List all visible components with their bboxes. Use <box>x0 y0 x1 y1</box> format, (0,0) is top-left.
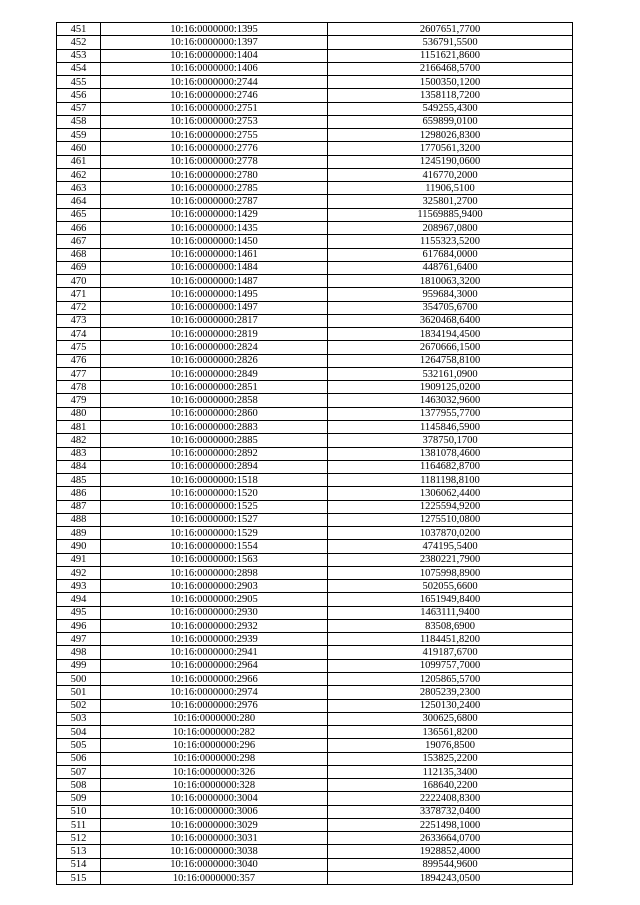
area-value-cell: 1099757,7000 <box>328 659 573 672</box>
cadastral-number-cell: 10:16:0000000:1495 <box>101 288 328 301</box>
cadastral-number-cell: 10:16:0000000:1461 <box>101 248 328 261</box>
cadastral-number-cell: 10:16:0000000:2851 <box>101 381 328 394</box>
table-row <box>57 168 573 181</box>
row-number-cell: 452 <box>57 36 101 49</box>
area-value-cell: 153825,2200 <box>328 752 573 765</box>
cadastral-number-cell: 10:16:0000000:3006 <box>101 805 328 818</box>
table-row <box>57 49 573 62</box>
table-row <box>57 805 573 818</box>
area-value-cell: 83508,6900 <box>328 619 573 632</box>
cadastral-number-cell: 10:16:0000000:2964 <box>101 659 328 672</box>
area-value-cell: 208967,0800 <box>328 221 573 234</box>
table-row <box>57 288 573 301</box>
cadastral-number-cell: 10:16:0000000:2974 <box>101 686 328 699</box>
area-value-cell: 1894243,0500 <box>328 872 573 885</box>
area-value-cell: 1181198,8100 <box>328 474 573 487</box>
area-value-cell: 1381078,4600 <box>328 447 573 460</box>
table-row <box>57 420 573 433</box>
row-number-cell: 467 <box>57 235 101 248</box>
area-value-cell: 416770,2000 <box>328 168 573 181</box>
cadastral-number-cell: 10:16:0000000:1563 <box>101 553 328 566</box>
table-row <box>57 553 573 566</box>
row-number-cell: 488 <box>57 513 101 526</box>
cadastral-number-cell: 10:16:0000000:3004 <box>101 792 328 805</box>
cadastral-number-cell: 10:16:0000000:357 <box>101 872 328 885</box>
table-row <box>57 500 573 513</box>
table-row <box>57 301 573 314</box>
table-row <box>57 673 573 686</box>
cadastral-number-cell: 10:16:0000000:2778 <box>101 155 328 168</box>
table-row <box>57 765 573 778</box>
table-row <box>57 858 573 871</box>
table-row <box>57 540 573 553</box>
area-value-cell: 168640,2200 <box>328 779 573 792</box>
cadastral-number-cell: 10:16:0000000:2858 <box>101 394 328 407</box>
cadastral-number-cell: 10:16:0000000:2746 <box>101 89 328 102</box>
table-row <box>57 818 573 831</box>
table-row <box>57 633 573 646</box>
row-number-cell: 513 <box>57 845 101 858</box>
area-value-cell: 1928852,4000 <box>328 845 573 858</box>
row-number-cell: 486 <box>57 487 101 500</box>
cadastral-number-cell: 10:16:0000000:2744 <box>101 76 328 89</box>
area-value-cell: 1909125,0200 <box>328 381 573 394</box>
table-row <box>57 566 573 579</box>
row-number-cell: 453 <box>57 49 101 62</box>
table-row <box>57 593 573 606</box>
area-value-cell: 1225594,9200 <box>328 500 573 513</box>
area-value-cell: 474195,5400 <box>328 540 573 553</box>
table-row <box>57 221 573 234</box>
table-row <box>57 580 573 593</box>
cadastral-number-cell: 10:16:0000000:2905 <box>101 593 328 606</box>
cadastral-number-cell: 10:16:0000000:2817 <box>101 314 328 327</box>
cadastral-number-cell: 10:16:0000000:1518 <box>101 474 328 487</box>
area-value-cell: 2380221,7900 <box>328 553 573 566</box>
table-row <box>57 248 573 261</box>
row-number-cell: 514 <box>57 858 101 871</box>
row-number-cell: 491 <box>57 553 101 566</box>
row-number-cell: 481 <box>57 420 101 433</box>
area-value-cell: 1463032,9600 <box>328 394 573 407</box>
row-number-cell: 495 <box>57 606 101 619</box>
cadastral-number-cell: 10:16:0000000:1520 <box>101 487 328 500</box>
cadastral-number-cell: 10:16:0000000:3040 <box>101 858 328 871</box>
table-row <box>57 76 573 89</box>
area-value-cell: 1245190,0600 <box>328 155 573 168</box>
area-value-cell: 2633664,0700 <box>328 832 573 845</box>
area-value-cell: 617684,0000 <box>328 248 573 261</box>
row-number-cell: 505 <box>57 739 101 752</box>
cadastral-number-cell: 10:16:0000000:1450 <box>101 235 328 248</box>
cadastral-number-cell: 10:16:0000000:1435 <box>101 221 328 234</box>
table-row <box>57 341 573 354</box>
area-value-cell: 2805239,2300 <box>328 686 573 699</box>
table-row <box>57 235 573 248</box>
area-value-cell: 1651949,8400 <box>328 593 573 606</box>
row-number-cell: 483 <box>57 447 101 460</box>
table-row <box>57 328 573 341</box>
row-number-cell: 473 <box>57 314 101 327</box>
cadastral-number-cell: 10:16:0000000:2976 <box>101 699 328 712</box>
area-value-cell: 11569885,9400 <box>328 208 573 221</box>
table-row <box>57 407 573 420</box>
table-row <box>57 739 573 752</box>
area-value-cell: 1463111,9400 <box>328 606 573 619</box>
area-value-cell: 1500350,1200 <box>328 76 573 89</box>
table-row <box>57 394 573 407</box>
cadastral-number-cell: 10:16:0000000:2849 <box>101 367 328 380</box>
row-number-cell: 504 <box>57 726 101 739</box>
row-number-cell: 506 <box>57 752 101 765</box>
table-row <box>57 460 573 473</box>
row-number-cell: 497 <box>57 633 101 646</box>
cadastral-number-cell: 10:16:0000000:2819 <box>101 328 328 341</box>
table-row <box>57 182 573 195</box>
area-value-cell: 1264758,8100 <box>328 354 573 367</box>
table-row <box>57 845 573 858</box>
area-value-cell: 1155323,5200 <box>328 235 573 248</box>
table-row <box>57 792 573 805</box>
area-value-cell: 1205865,5700 <box>328 673 573 686</box>
row-number-cell: 499 <box>57 659 101 672</box>
cadastral-number-cell: 10:16:0000000:2894 <box>101 460 328 473</box>
cadastral-number-cell: 10:16:0000000:326 <box>101 765 328 778</box>
area-value-cell: 3620468,6400 <box>328 314 573 327</box>
cadastral-number-cell: 10:16:0000000:2966 <box>101 673 328 686</box>
cadastral-number-cell: 10:16:0000000:2941 <box>101 646 328 659</box>
area-value-cell: 1298026,8300 <box>328 129 573 142</box>
cadastral-number-cell: 10:16:0000000:2824 <box>101 341 328 354</box>
row-number-cell: 480 <box>57 407 101 420</box>
row-number-cell: 463 <box>57 182 101 195</box>
area-value-cell: 1164682,8700 <box>328 460 573 473</box>
table-row <box>57 487 573 500</box>
row-number-cell: 468 <box>57 248 101 261</box>
table-row <box>57 142 573 155</box>
cadastral-number-cell: 10:16:0000000:2885 <box>101 434 328 447</box>
row-number-cell: 482 <box>57 434 101 447</box>
table-row <box>57 513 573 526</box>
table-row <box>57 434 573 447</box>
area-value-cell: 112135,3400 <box>328 765 573 778</box>
row-number-cell: 502 <box>57 699 101 712</box>
table-row <box>57 712 573 725</box>
row-number-cell: 493 <box>57 580 101 593</box>
area-value-cell: 354705,6700 <box>328 301 573 314</box>
area-value-cell: 1151621,8600 <box>328 49 573 62</box>
area-value-cell: 1037870,0200 <box>328 527 573 540</box>
cadastral-number-cell: 10:16:0000000:1484 <box>101 261 328 274</box>
table-row <box>57 354 573 367</box>
row-number-cell: 503 <box>57 712 101 725</box>
table-body <box>57 23 573 885</box>
cadastral-number-cell: 10:16:0000000:1406 <box>101 62 328 75</box>
table-row <box>57 195 573 208</box>
cadastral-area-table <box>56 22 573 885</box>
row-number-cell: 461 <box>57 155 101 168</box>
cadastral-number-cell: 10:16:0000000:1487 <box>101 275 328 288</box>
row-number-cell: 457 <box>57 102 101 115</box>
area-value-cell: 448761,6400 <box>328 261 573 274</box>
table-row <box>57 102 573 115</box>
cadastral-number-cell: 10:16:0000000:1525 <box>101 500 328 513</box>
cadastral-number-cell: 10:16:0000000:1429 <box>101 208 328 221</box>
row-number-cell: 477 <box>57 367 101 380</box>
area-value-cell: 2607651,7700 <box>328 23 573 36</box>
row-number-cell: 515 <box>57 872 101 885</box>
row-number-cell: 464 <box>57 195 101 208</box>
row-number-cell: 466 <box>57 221 101 234</box>
cadastral-number-cell: 10:16:0000000:3031 <box>101 832 328 845</box>
row-number-cell: 510 <box>57 805 101 818</box>
area-value-cell: 532161,0900 <box>328 367 573 380</box>
table-row <box>57 779 573 792</box>
table-row <box>57 726 573 739</box>
cadastral-number-cell: 10:16:0000000:2787 <box>101 195 328 208</box>
table-row <box>57 261 573 274</box>
area-value-cell: 325801,2700 <box>328 195 573 208</box>
table-row <box>57 367 573 380</box>
row-number-cell: 459 <box>57 129 101 142</box>
area-value-cell: 2166468,5700 <box>328 62 573 75</box>
row-number-cell: 511 <box>57 818 101 831</box>
row-number-cell: 498 <box>57 646 101 659</box>
cadastral-number-cell: 10:16:0000000:280 <box>101 712 328 725</box>
area-value-cell: 1075998,8900 <box>328 566 573 579</box>
row-number-cell: 451 <box>57 23 101 36</box>
cadastral-number-cell: 10:16:0000000:2780 <box>101 168 328 181</box>
table-row <box>57 23 573 36</box>
row-number-cell: 478 <box>57 381 101 394</box>
cadastral-number-cell: 10:16:0000000:2883 <box>101 420 328 433</box>
row-number-cell: 476 <box>57 354 101 367</box>
cadastral-number-cell: 10:16:0000000:1554 <box>101 540 328 553</box>
cadastral-number-cell: 10:16:0000000:2776 <box>101 142 328 155</box>
table-row <box>57 115 573 128</box>
area-value-cell: 1770561,3200 <box>328 142 573 155</box>
table-row <box>57 275 573 288</box>
cadastral-number-cell: 10:16:0000000:2939 <box>101 633 328 646</box>
area-value-cell: 2222408,8300 <box>328 792 573 805</box>
row-number-cell: 465 <box>57 208 101 221</box>
row-number-cell: 484 <box>57 460 101 473</box>
row-number-cell: 456 <box>57 89 101 102</box>
cadastral-number-cell: 10:16:0000000:2751 <box>101 102 328 115</box>
row-number-cell: 512 <box>57 832 101 845</box>
cadastral-number-cell: 10:16:0000000:1497 <box>101 301 328 314</box>
area-value-cell: 1145846,5900 <box>328 420 573 433</box>
cadastral-number-cell: 10:16:0000000:3029 <box>101 818 328 831</box>
cadastral-number-cell: 10:16:0000000:1404 <box>101 49 328 62</box>
cadastral-number-cell: 10:16:0000000:3038 <box>101 845 328 858</box>
table-row <box>57 62 573 75</box>
table-row <box>57 752 573 765</box>
cadastral-number-cell: 10:16:0000000:298 <box>101 752 328 765</box>
row-number-cell: 474 <box>57 328 101 341</box>
area-value-cell: 502055,6600 <box>328 580 573 593</box>
cadastral-number-cell: 10:16:0000000:2930 <box>101 606 328 619</box>
table-row <box>57 659 573 672</box>
table-row <box>57 36 573 49</box>
cadastral-number-cell: 10:16:0000000:2892 <box>101 447 328 460</box>
cadastral-number-cell: 10:16:0000000:2755 <box>101 129 328 142</box>
row-number-cell: 460 <box>57 142 101 155</box>
cadastral-number-cell: 10:16:0000000:2860 <box>101 407 328 420</box>
area-value-cell: 659899,0100 <box>328 115 573 128</box>
area-value-cell: 899544,9600 <box>328 858 573 871</box>
table-row <box>57 447 573 460</box>
row-number-cell: 455 <box>57 76 101 89</box>
row-number-cell: 471 <box>57 288 101 301</box>
row-number-cell: 472 <box>57 301 101 314</box>
cadastral-number-cell: 10:16:0000000:2826 <box>101 354 328 367</box>
area-value-cell: 536791,5500 <box>328 36 573 49</box>
cadastral-number-cell: 10:16:0000000:2903 <box>101 580 328 593</box>
table-row <box>57 129 573 142</box>
cadastral-number-cell: 10:16:0000000:2785 <box>101 182 328 195</box>
cadastral-number-cell: 10:16:0000000:296 <box>101 739 328 752</box>
table-row <box>57 872 573 885</box>
area-value-cell: 1377955,7700 <box>328 407 573 420</box>
table-row <box>57 699 573 712</box>
row-number-cell: 485 <box>57 474 101 487</box>
row-number-cell: 509 <box>57 792 101 805</box>
cadastral-number-cell: 10:16:0000000:2898 <box>101 566 328 579</box>
table-row <box>57 314 573 327</box>
area-value-cell: 1358118,7200 <box>328 89 573 102</box>
table-row <box>57 619 573 632</box>
cadastral-number-cell: 10:16:0000000:2753 <box>101 115 328 128</box>
cadastral-number-cell: 10:16:0000000:1527 <box>101 513 328 526</box>
row-number-cell: 454 <box>57 62 101 75</box>
row-number-cell: 496 <box>57 619 101 632</box>
area-value-cell: 19076,8500 <box>328 739 573 752</box>
table-row <box>57 381 573 394</box>
table-row <box>57 646 573 659</box>
area-value-cell: 1834194,4500 <box>328 328 573 341</box>
row-number-cell: 490 <box>57 540 101 553</box>
row-number-cell: 458 <box>57 115 101 128</box>
area-value-cell: 300625,6800 <box>328 712 573 725</box>
area-value-cell: 419187,6700 <box>328 646 573 659</box>
row-number-cell: 508 <box>57 779 101 792</box>
row-number-cell: 500 <box>57 673 101 686</box>
table-row <box>57 527 573 540</box>
area-value-cell: 1810063,3200 <box>328 275 573 288</box>
area-value-cell: 2251498,1000 <box>328 818 573 831</box>
table-row <box>57 208 573 221</box>
row-number-cell: 494 <box>57 593 101 606</box>
area-value-cell: 11906,5100 <box>328 182 573 195</box>
row-number-cell: 492 <box>57 566 101 579</box>
cadastral-number-cell: 10:16:0000000:328 <box>101 779 328 792</box>
table-row <box>57 474 573 487</box>
area-value-cell: 3378732,0400 <box>328 805 573 818</box>
row-number-cell: 475 <box>57 341 101 354</box>
area-value-cell: 378750,1700 <box>328 434 573 447</box>
row-number-cell: 469 <box>57 261 101 274</box>
row-number-cell: 507 <box>57 765 101 778</box>
area-value-cell: 1306062,4400 <box>328 487 573 500</box>
table-row <box>57 686 573 699</box>
row-number-cell: 479 <box>57 394 101 407</box>
table-row <box>57 155 573 168</box>
cadastral-number-cell: 10:16:0000000:1397 <box>101 36 328 49</box>
area-value-cell: 2670666,1500 <box>328 341 573 354</box>
row-number-cell: 489 <box>57 527 101 540</box>
area-value-cell: 959684,3000 <box>328 288 573 301</box>
area-value-cell: 1250130,2400 <box>328 699 573 712</box>
cadastral-number-cell: 10:16:0000000:2932 <box>101 619 328 632</box>
table-row <box>57 832 573 845</box>
area-value-cell: 1275510,0800 <box>328 513 573 526</box>
table-row <box>57 89 573 102</box>
area-value-cell: 1184451,8200 <box>328 633 573 646</box>
cadastral-number-cell: 10:16:0000000:282 <box>101 726 328 739</box>
area-value-cell: 136561,8200 <box>328 726 573 739</box>
cadastral-number-cell: 10:16:0000000:1395 <box>101 23 328 36</box>
table-row <box>57 606 573 619</box>
row-number-cell: 470 <box>57 275 101 288</box>
row-number-cell: 487 <box>57 500 101 513</box>
area-value-cell: 549255,4300 <box>328 102 573 115</box>
row-number-cell: 501 <box>57 686 101 699</box>
cadastral-number-cell: 10:16:0000000:1529 <box>101 527 328 540</box>
row-number-cell: 462 <box>57 168 101 181</box>
